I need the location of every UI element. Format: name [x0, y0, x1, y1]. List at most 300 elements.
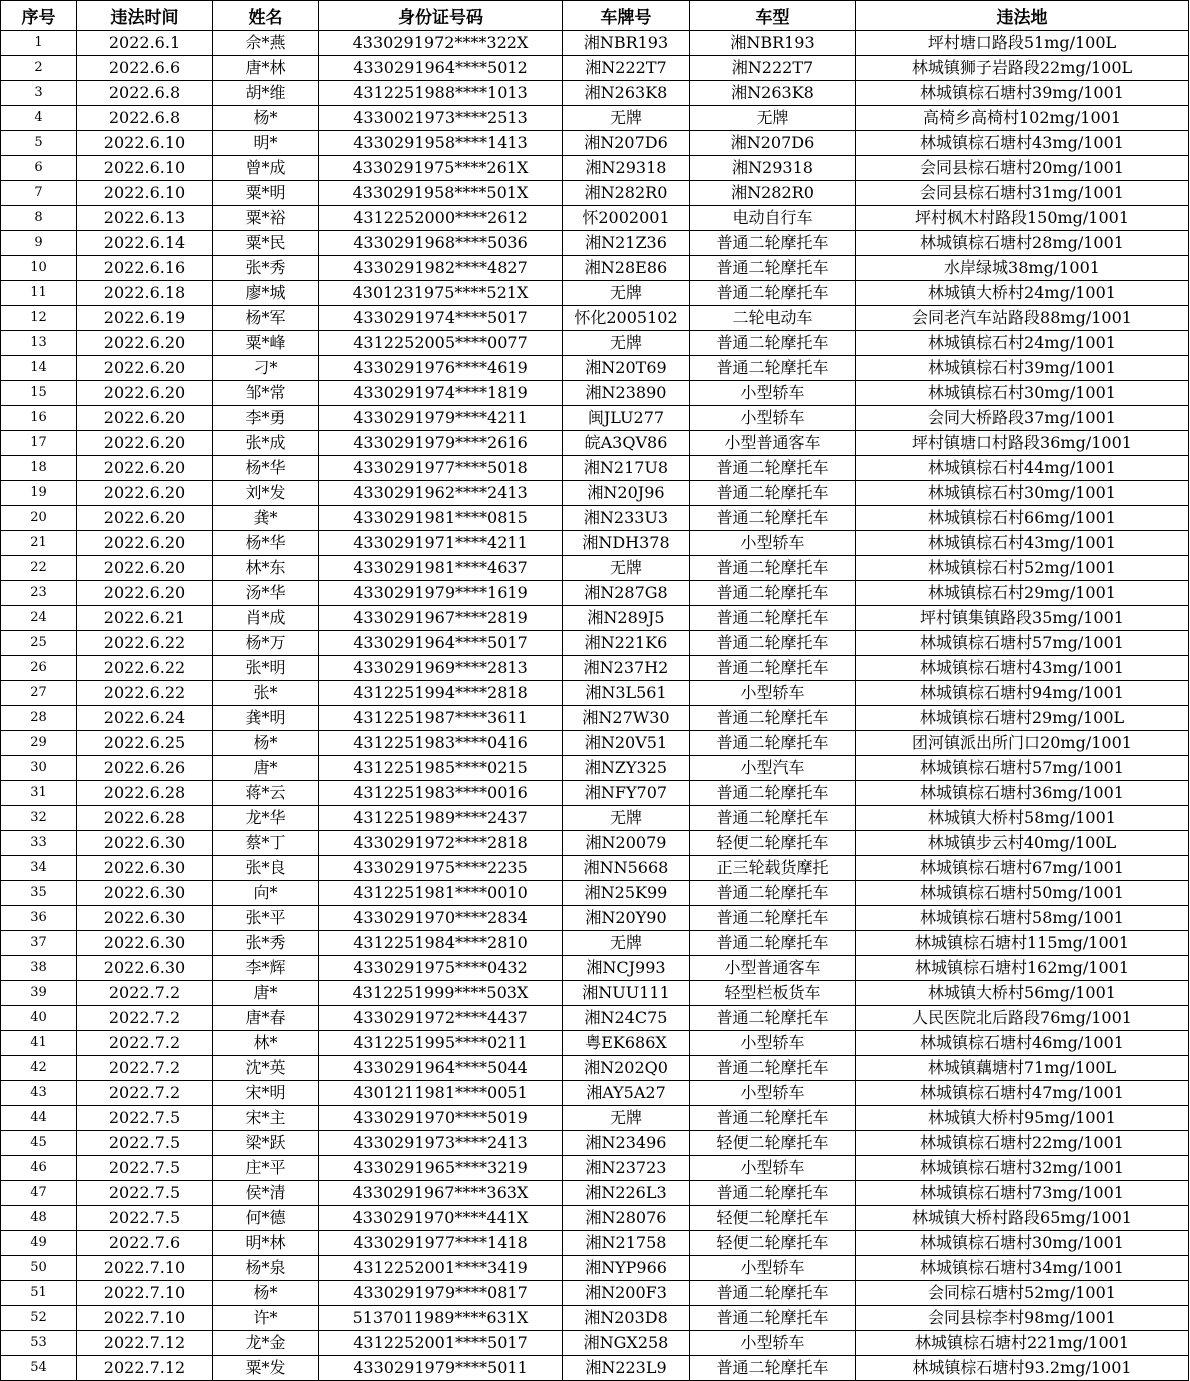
cell-id-number[interactable]: 4330291981****0815 — [319, 506, 563, 531]
cell-violation-time[interactable]: 2022.6.25 — [77, 731, 213, 756]
header-plate-number[interactable]: 车牌号 — [563, 1, 690, 31]
cell-index[interactable]: 7 — [1, 181, 77, 206]
cell-index[interactable]: 23 — [1, 581, 77, 606]
cell-plate-number[interactable]: 粤EK686X — [563, 1031, 690, 1056]
cell-id-number[interactable]: 4330291982****4827 — [319, 256, 563, 281]
cell-vehicle-type[interactable]: 小型普通客车 — [690, 956, 856, 981]
cell-id-number[interactable]: 4330291967****363X — [319, 1181, 563, 1206]
cell-id-number[interactable]: 4330291975****0432 — [319, 956, 563, 981]
cell-id-number[interactable]: 4330291977****1418 — [319, 1231, 563, 1256]
header-id-number[interactable]: 身份证号码 — [319, 1, 563, 31]
cell-plate-number[interactable]: 无牌 — [563, 931, 690, 956]
cell-violation-time[interactable]: 2022.7.2 — [77, 1031, 213, 1056]
cell-plate-number[interactable]: 湘NYP966 — [563, 1256, 690, 1281]
cell-plate-number[interactable]: 湘N287G8 — [563, 581, 690, 606]
cell-vehicle-type[interactable]: 二轮电动车 — [690, 306, 856, 331]
cell-name[interactable]: 杨* — [213, 106, 319, 131]
cell-index[interactable]: 36 — [1, 906, 77, 931]
cell-violation-location[interactable]: 林城镇大桥村24mg/1001 — [856, 281, 1189, 306]
cell-vehicle-type[interactable]: 小型轿车 — [690, 1331, 856, 1356]
cell-vehicle-type[interactable]: 普通二轮摩托车 — [690, 906, 856, 931]
cell-violation-location[interactable]: 林城镇棕石塘村29mg/100L — [856, 706, 1189, 731]
cell-plate-number[interactable]: 湘N3L561 — [563, 681, 690, 706]
cell-id-number[interactable]: 4330291974****1819 — [319, 381, 563, 406]
cell-vehicle-type[interactable]: 小型轿车 — [690, 381, 856, 406]
cell-plate-number[interactable]: 湘NFY707 — [563, 781, 690, 806]
cell-name[interactable]: 明* — [213, 131, 319, 156]
cell-vehicle-type[interactable]: 普通二轮摩托车 — [690, 331, 856, 356]
cell-plate-number[interactable]: 湘N203D8 — [563, 1306, 690, 1331]
cell-name[interactable]: 林* — [213, 1031, 319, 1056]
cell-index[interactable]: 20 — [1, 506, 77, 531]
cell-violation-time[interactable]: 2022.6.22 — [77, 656, 213, 681]
cell-violation-location[interactable]: 林城镇棕石塘村115mg/1001 — [856, 931, 1189, 956]
cell-violation-time[interactable]: 2022.6.30 — [77, 881, 213, 906]
cell-vehicle-type[interactable]: 普通二轮摩托车 — [690, 1306, 856, 1331]
cell-id-number[interactable]: 4312251995****0211 — [319, 1031, 563, 1056]
cell-violation-time[interactable]: 2022.6.30 — [77, 931, 213, 956]
cell-id-number[interactable]: 4312251984****2810 — [319, 931, 563, 956]
cell-violation-time[interactable]: 2022.7.2 — [77, 1006, 213, 1031]
cell-violation-location[interactable]: 林城镇棕石塘村57mg/1001 — [856, 631, 1189, 656]
cell-id-number[interactable]: 4330291972****322X — [319, 31, 563, 56]
cell-index[interactable]: 24 — [1, 606, 77, 631]
cell-name[interactable]: 宋*明 — [213, 1081, 319, 1106]
cell-plate-number[interactable]: 无牌 — [563, 556, 690, 581]
cell-vehicle-type[interactable]: 小型汽车 — [690, 756, 856, 781]
cell-name[interactable]: 杨*华 — [213, 531, 319, 556]
cell-index[interactable]: 4 — [1, 106, 77, 131]
cell-id-number[interactable]: 4312251985****0215 — [319, 756, 563, 781]
cell-violation-location[interactable]: 林城镇棕石塘村28mg/1001 — [856, 231, 1189, 256]
cell-violation-location[interactable]: 会同老汽车站路段88mg/1001 — [856, 306, 1189, 331]
cell-violation-time[interactable]: 2022.7.5 — [77, 1181, 213, 1206]
cell-index[interactable]: 44 — [1, 1106, 77, 1131]
cell-violation-time[interactable]: 2022.6.20 — [77, 356, 213, 381]
cell-vehicle-type[interactable]: 普通二轮摩托车 — [690, 506, 856, 531]
cell-name[interactable]: 张*成 — [213, 431, 319, 456]
cell-violation-location[interactable]: 林城镇棕石塘村36mg/1001 — [856, 781, 1189, 806]
cell-vehicle-type[interactable]: 普通二轮摩托车 — [690, 731, 856, 756]
cell-name[interactable]: 粟*民 — [213, 231, 319, 256]
cell-vehicle-type[interactable]: 普通二轮摩托车 — [690, 456, 856, 481]
cell-violation-time[interactable]: 2022.6.8 — [77, 81, 213, 106]
cell-violation-location[interactable]: 林城镇棕石塘村162mg/1001 — [856, 956, 1189, 981]
cell-id-number[interactable]: 4312251994****2818 — [319, 681, 563, 706]
cell-name[interactable]: 李*辉 — [213, 956, 319, 981]
cell-vehicle-type[interactable]: 轻便二轮摩托车 — [690, 1131, 856, 1156]
cell-violation-time[interactable]: 2022.7.5 — [77, 1156, 213, 1181]
cell-violation-location[interactable]: 林城镇棕石塘村43mg/1001 — [856, 131, 1189, 156]
cell-vehicle-type[interactable]: 普通二轮摩托车 — [690, 781, 856, 806]
cell-name[interactable]: 唐* — [213, 756, 319, 781]
cell-plate-number[interactable]: 湘N21758 — [563, 1231, 690, 1256]
cell-index[interactable]: 45 — [1, 1131, 77, 1156]
cell-plate-number[interactable]: 湘N223L9 — [563, 1356, 690, 1381]
cell-index[interactable]: 18 — [1, 456, 77, 481]
cell-violation-time[interactable]: 2022.6.19 — [77, 306, 213, 331]
cell-id-number[interactable]: 4312251988****1013 — [319, 81, 563, 106]
cell-index[interactable]: 22 — [1, 556, 77, 581]
cell-violation-location[interactable]: 林城镇棕石塘村34mg/1001 — [856, 1256, 1189, 1281]
cell-vehicle-type[interactable]: 普通二轮摩托车 — [690, 881, 856, 906]
cell-violation-location[interactable]: 林城镇棕石塘村22mg/1001 — [856, 1131, 1189, 1156]
cell-plate-number[interactable]: 湘N217U8 — [563, 456, 690, 481]
cell-id-number[interactable]: 4330291979****1619 — [319, 581, 563, 606]
cell-index[interactable]: 48 — [1, 1206, 77, 1231]
cell-name[interactable]: 张* — [213, 681, 319, 706]
cell-violation-time[interactable]: 2022.6.8 — [77, 106, 213, 131]
cell-violation-time[interactable]: 2022.6.20 — [77, 331, 213, 356]
cell-plate-number[interactable]: 湘N29318 — [563, 156, 690, 181]
cell-id-number[interactable]: 4330291965****3219 — [319, 1156, 563, 1181]
cell-violation-location[interactable]: 团河镇派出所门口20mg/1001 — [856, 731, 1189, 756]
cell-violation-time[interactable]: 2022.6.28 — [77, 781, 213, 806]
cell-violation-location[interactable]: 林城镇大桥村路段65mg/1001 — [856, 1206, 1189, 1231]
cell-violation-time[interactable]: 2022.6.21 — [77, 606, 213, 631]
cell-violation-time[interactable]: 2022.6.14 — [77, 231, 213, 256]
cell-index[interactable]: 21 — [1, 531, 77, 556]
cell-vehicle-type[interactable]: 普通二轮摩托车 — [690, 231, 856, 256]
cell-id-number[interactable]: 4330291975****261X — [319, 156, 563, 181]
cell-violation-location[interactable]: 林城镇棕石塘村58mg/1001 — [856, 906, 1189, 931]
cell-vehicle-type[interactable]: 轻便二轮摩托车 — [690, 1231, 856, 1256]
cell-name[interactable]: 曾*成 — [213, 156, 319, 181]
cell-index[interactable]: 54 — [1, 1356, 77, 1381]
cell-index[interactable]: 51 — [1, 1281, 77, 1306]
cell-violation-location[interactable]: 林城镇大桥村56mg/1001 — [856, 981, 1189, 1006]
cell-violation-location[interactable]: 林城镇棕石塘村43mg/1001 — [856, 656, 1189, 681]
cell-id-number[interactable]: 4312251983****0016 — [319, 781, 563, 806]
cell-violation-time[interactable]: 2022.7.10 — [77, 1281, 213, 1306]
cell-id-number[interactable]: 4330291964****5017 — [319, 631, 563, 656]
cell-id-number[interactable]: 4330291979****5011 — [319, 1356, 563, 1381]
cell-vehicle-type[interactable]: 普通二轮摩托车 — [690, 631, 856, 656]
cell-violation-location[interactable]: 坪村塘口路段51mg/100L — [856, 31, 1189, 56]
cell-violation-location[interactable]: 林城镇棕石村43mg/1001 — [856, 531, 1189, 556]
cell-name[interactable]: 唐*春 — [213, 1006, 319, 1031]
cell-plate-number[interactable]: 湘N282R0 — [563, 181, 690, 206]
cell-name[interactable]: 张*良 — [213, 856, 319, 881]
cell-id-number[interactable]: 4312252001****5017 — [319, 1331, 563, 1356]
cell-index[interactable]: 31 — [1, 781, 77, 806]
cell-name[interactable]: 林*东 — [213, 556, 319, 581]
cell-index[interactable]: 3 — [1, 81, 77, 106]
cell-plate-number[interactable]: 湘N23723 — [563, 1156, 690, 1181]
cell-violation-location[interactable]: 会同县棕李村98mg/1001 — [856, 1306, 1189, 1331]
cell-index[interactable]: 37 — [1, 931, 77, 956]
cell-id-number[interactable]: 4330291964****5044 — [319, 1056, 563, 1081]
cell-violation-location[interactable]: 林城镇棕石塘村46mg/1001 — [856, 1031, 1189, 1056]
cell-id-number[interactable]: 4330291962****2413 — [319, 481, 563, 506]
cell-vehicle-type[interactable]: 普通二轮摩托车 — [690, 581, 856, 606]
cell-vehicle-type[interactable]: 普通二轮摩托车 — [690, 481, 856, 506]
cell-name[interactable]: 向* — [213, 881, 319, 906]
cell-id-number[interactable]: 4312252001****3419 — [319, 1256, 563, 1281]
cell-violation-location[interactable]: 林城镇棕石塘村93.2mg/1001 — [856, 1356, 1189, 1381]
cell-violation-location[interactable]: 林城镇棕石村29mg/1001 — [856, 581, 1189, 606]
cell-name[interactable]: 刁* — [213, 356, 319, 381]
cell-id-number[interactable]: 4330291971****4211 — [319, 531, 563, 556]
cell-index[interactable]: 13 — [1, 331, 77, 356]
cell-violation-time[interactable]: 2022.6.20 — [77, 431, 213, 456]
cell-name[interactable]: 胡*维 — [213, 81, 319, 106]
cell-id-number[interactable]: 4330291977****5018 — [319, 456, 563, 481]
cell-id-number[interactable]: 4330291967****2819 — [319, 606, 563, 631]
cell-plate-number[interactable]: 湘NUU111 — [563, 981, 690, 1006]
cell-vehicle-type[interactable]: 湘N222T7 — [690, 56, 856, 81]
cell-violation-time[interactable]: 2022.7.10 — [77, 1306, 213, 1331]
cell-index[interactable]: 32 — [1, 806, 77, 831]
cell-index[interactable]: 11 — [1, 281, 77, 306]
cell-plate-number[interactable]: 闽JLU277 — [563, 406, 690, 431]
cell-name[interactable]: 邹*常 — [213, 381, 319, 406]
cell-id-number[interactable]: 4330291979****0817 — [319, 1281, 563, 1306]
cell-vehicle-type[interactable]: 小型轿车 — [690, 1256, 856, 1281]
cell-violation-time[interactable]: 2022.7.12 — [77, 1331, 213, 1356]
cell-vehicle-type[interactable]: 湘N29318 — [690, 156, 856, 181]
cell-plate-number[interactable]: 湘N20Y90 — [563, 906, 690, 931]
cell-plate-number[interactable]: 湘N20V51 — [563, 731, 690, 756]
cell-name[interactable]: 佘*燕 — [213, 31, 319, 56]
cell-plate-number[interactable]: 湘NN5668 — [563, 856, 690, 881]
cell-violation-time[interactable]: 2022.7.2 — [77, 1081, 213, 1106]
cell-vehicle-type[interactable]: 小型轿车 — [690, 681, 856, 706]
cell-name[interactable]: 粟*峰 — [213, 331, 319, 356]
cell-violation-location[interactable]: 林城镇棕石村52mg/1001 — [856, 556, 1189, 581]
cell-violation-time[interactable]: 2022.6.16 — [77, 256, 213, 281]
cell-index[interactable]: 2 — [1, 56, 77, 81]
cell-name[interactable]: 廖*城 — [213, 281, 319, 306]
cell-index[interactable]: 38 — [1, 956, 77, 981]
cell-vehicle-type[interactable]: 普通二轮摩托车 — [690, 931, 856, 956]
cell-id-number[interactable]: 4312252000****2612 — [319, 206, 563, 231]
cell-id-number[interactable]: 4330291981****4637 — [319, 556, 563, 581]
cell-index[interactable]: 26 — [1, 656, 77, 681]
cell-vehicle-type[interactable]: 普通二轮摩托车 — [690, 806, 856, 831]
cell-name[interactable]: 杨*泉 — [213, 1256, 319, 1281]
cell-violation-location[interactable]: 会同县棕石塘村20mg/1001 — [856, 156, 1189, 181]
cell-index[interactable]: 39 — [1, 981, 77, 1006]
cell-plate-number[interactable]: 湘N20J96 — [563, 481, 690, 506]
cell-violation-time[interactable]: 2022.6.13 — [77, 206, 213, 231]
cell-vehicle-type[interactable]: 普通二轮摩托车 — [690, 1181, 856, 1206]
cell-index[interactable]: 41 — [1, 1031, 77, 1056]
cell-index[interactable]: 27 — [1, 681, 77, 706]
cell-violation-location[interactable]: 人民医院北后路段76mg/1001 — [856, 1006, 1189, 1031]
cell-name[interactable]: 粟*发 — [213, 1356, 319, 1381]
cell-index[interactable]: 49 — [1, 1231, 77, 1256]
cell-violation-location[interactable]: 林城镇棕石村44mg/1001 — [856, 456, 1189, 481]
cell-name[interactable]: 唐* — [213, 981, 319, 1006]
cell-plate-number[interactable]: 湘N25K99 — [563, 881, 690, 906]
cell-vehicle-type[interactable]: 湘NBR193 — [690, 31, 856, 56]
cell-index[interactable]: 8 — [1, 206, 77, 231]
cell-vehicle-type[interactable]: 普通二轮摩托车 — [690, 606, 856, 631]
cell-plate-number[interactable]: 湘N222T7 — [563, 56, 690, 81]
cell-index[interactable]: 16 — [1, 406, 77, 431]
cell-violation-time[interactable]: 2022.6.20 — [77, 406, 213, 431]
cell-vehicle-type[interactable]: 普通二轮摩托车 — [690, 1106, 856, 1131]
cell-violation-location[interactable]: 林城镇棕石村66mg/1001 — [856, 506, 1189, 531]
cell-index[interactable]: 14 — [1, 356, 77, 381]
cell-name[interactable]: 何*德 — [213, 1206, 319, 1231]
cell-violation-location[interactable]: 林城镇棕石塘村73mg/1001 — [856, 1181, 1189, 1206]
cell-name[interactable]: 张*平 — [213, 906, 319, 931]
cell-name[interactable]: 杨*万 — [213, 631, 319, 656]
cell-vehicle-type[interactable]: 电动自行车 — [690, 206, 856, 231]
cell-violation-time[interactable]: 2022.6.22 — [77, 681, 213, 706]
cell-plate-number[interactable]: 湘NGX258 — [563, 1331, 690, 1356]
cell-name[interactable]: 杨*军 — [213, 306, 319, 331]
cell-violation-location[interactable]: 林城镇狮子岩路段22mg/100L — [856, 56, 1189, 81]
cell-id-number[interactable]: 4330291979****2616 — [319, 431, 563, 456]
cell-index[interactable]: 33 — [1, 831, 77, 856]
cell-index[interactable]: 43 — [1, 1081, 77, 1106]
cell-violation-time[interactable]: 2022.6.20 — [77, 381, 213, 406]
cell-index[interactable]: 53 — [1, 1331, 77, 1356]
cell-name[interactable]: 梁*跃 — [213, 1131, 319, 1156]
cell-violation-time[interactable]: 2022.7.2 — [77, 981, 213, 1006]
cell-index[interactable]: 19 — [1, 481, 77, 506]
cell-name[interactable]: 肖*成 — [213, 606, 319, 631]
cell-vehicle-type[interactable]: 湘N207D6 — [690, 131, 856, 156]
cell-violation-location[interactable]: 林城镇棕石村39mg/1001 — [856, 356, 1189, 381]
cell-violation-time[interactable]: 2022.6.30 — [77, 956, 213, 981]
cell-violation-time[interactable]: 2022.6.30 — [77, 906, 213, 931]
cell-vehicle-type[interactable]: 小型轿车 — [690, 531, 856, 556]
cell-id-number[interactable]: 4330291968****5036 — [319, 231, 563, 256]
cell-index[interactable]: 6 — [1, 156, 77, 181]
cell-name[interactable]: 蒋*云 — [213, 781, 319, 806]
cell-plate-number[interactable]: 湘NBR193 — [563, 31, 690, 56]
cell-vehicle-type[interactable]: 小型轿车 — [690, 1081, 856, 1106]
cell-id-number[interactable]: 4330291969****2813 — [319, 656, 563, 681]
cell-name[interactable]: 龙*华 — [213, 806, 319, 831]
cell-violation-location[interactable]: 林城镇棕石塘村94mg/1001 — [856, 681, 1189, 706]
cell-plate-number[interactable]: 湘NZY325 — [563, 756, 690, 781]
cell-id-number[interactable]: 4330291972****2818 — [319, 831, 563, 856]
cell-violation-location[interactable]: 林城镇棕石塘村50mg/1001 — [856, 881, 1189, 906]
cell-id-number[interactable]: 4330291970****441X — [319, 1206, 563, 1231]
cell-id-number[interactable]: 4312251983****0416 — [319, 731, 563, 756]
cell-plate-number[interactable]: 湘NCJ993 — [563, 956, 690, 981]
cell-id-number[interactable]: 4330291975****2235 — [319, 856, 563, 881]
cell-plate-number[interactable]: 怀2002001 — [563, 206, 690, 231]
cell-plate-number[interactable]: 湘NDH378 — [563, 531, 690, 556]
cell-violation-location[interactable]: 林城镇棕石塘村39mg/1001 — [856, 81, 1189, 106]
cell-index[interactable]: 42 — [1, 1056, 77, 1081]
cell-vehicle-type[interactable]: 普通二轮摩托车 — [690, 556, 856, 581]
cell-plate-number[interactable]: 湘N24C75 — [563, 1006, 690, 1031]
cell-name[interactable]: 龚* — [213, 506, 319, 531]
cell-violation-time[interactable]: 2022.6.10 — [77, 131, 213, 156]
cell-violation-time[interactable]: 2022.6.18 — [77, 281, 213, 306]
cell-plate-number[interactable]: 湘N226L3 — [563, 1181, 690, 1206]
cell-plate-number[interactable]: 无牌 — [563, 1106, 690, 1131]
cell-plate-number[interactable]: 湘N233U3 — [563, 506, 690, 531]
cell-vehicle-type[interactable]: 普通二轮摩托车 — [690, 1281, 856, 1306]
cell-id-number[interactable]: 4330021973****2513 — [319, 106, 563, 131]
cell-plate-number[interactable]: 无牌 — [563, 806, 690, 831]
cell-id-number[interactable]: 4330291973****2413 — [319, 1131, 563, 1156]
cell-name[interactable]: 张*明 — [213, 656, 319, 681]
cell-plate-number[interactable]: 怀化2005102 — [563, 306, 690, 331]
cell-plate-number[interactable]: 湘AY5A27 — [563, 1081, 690, 1106]
cell-vehicle-type[interactable]: 湘N263K8 — [690, 81, 856, 106]
cell-violation-time[interactable]: 2022.6.6 — [77, 56, 213, 81]
cell-id-number[interactable]: 4312251989****2437 — [319, 806, 563, 831]
cell-index[interactable]: 29 — [1, 731, 77, 756]
cell-violation-location[interactable]: 林城镇棕石村24mg/1001 — [856, 331, 1189, 356]
cell-vehicle-type[interactable]: 普通二轮摩托车 — [690, 656, 856, 681]
cell-violation-time[interactable]: 2022.6.20 — [77, 556, 213, 581]
cell-violation-time[interactable]: 2022.6.20 — [77, 531, 213, 556]
cell-id-number[interactable]: 4330291972****4437 — [319, 1006, 563, 1031]
cell-id-number[interactable]: 4312251981****0010 — [319, 881, 563, 906]
cell-plate-number[interactable]: 皖A3QV86 — [563, 431, 690, 456]
cell-vehicle-type[interactable]: 轻便二轮摩托车 — [690, 831, 856, 856]
cell-plate-number[interactable]: 湘N28E86 — [563, 256, 690, 281]
cell-plate-number[interactable]: 无牌 — [563, 106, 690, 131]
cell-name[interactable]: 李*勇 — [213, 406, 319, 431]
cell-id-number[interactable]: 4301231975****521X — [319, 281, 563, 306]
cell-plate-number[interactable]: 湘N289J5 — [563, 606, 690, 631]
cell-vehicle-type[interactable]: 普通二轮摩托车 — [690, 1056, 856, 1081]
cell-vehicle-type[interactable]: 普通二轮摩托车 — [690, 356, 856, 381]
cell-violation-location[interactable]: 林城镇棕石塘村32mg/1001 — [856, 1156, 1189, 1181]
cell-plate-number[interactable]: 湘N237H2 — [563, 656, 690, 681]
cell-violation-location[interactable]: 林城镇棕石塘村47mg/1001 — [856, 1081, 1189, 1106]
cell-vehicle-type[interactable]: 普通二轮摩托车 — [690, 706, 856, 731]
cell-index[interactable]: 40 — [1, 1006, 77, 1031]
cell-violation-location[interactable]: 会同县棕石塘村31mg/1001 — [856, 181, 1189, 206]
cell-violation-time[interactable]: 2022.6.24 — [77, 706, 213, 731]
header-index[interactable]: 序号 — [1, 1, 77, 31]
cell-violation-time[interactable]: 2022.7.6 — [77, 1231, 213, 1256]
cell-index[interactable]: 5 — [1, 131, 77, 156]
cell-vehicle-type[interactable]: 轻型栏板货车 — [690, 981, 856, 1006]
cell-violation-time[interactable]: 2022.7.2 — [77, 1056, 213, 1081]
cell-id-number[interactable]: 4312251987****3611 — [319, 706, 563, 731]
cell-name[interactable]: 侯*清 — [213, 1181, 319, 1206]
cell-violation-time[interactable]: 2022.6.20 — [77, 456, 213, 481]
cell-name[interactable]: 宋*主 — [213, 1106, 319, 1131]
header-violation-time[interactable]: 违法时间 — [77, 1, 213, 31]
cell-name[interactable]: 沈*英 — [213, 1056, 319, 1081]
cell-index[interactable]: 34 — [1, 856, 77, 881]
cell-violation-time[interactable]: 2022.7.12 — [77, 1356, 213, 1381]
cell-index[interactable]: 12 — [1, 306, 77, 331]
cell-id-number[interactable]: 5137011989****631X — [319, 1306, 563, 1331]
cell-id-number[interactable]: 4312251999****503X — [319, 981, 563, 1006]
cell-id-number[interactable]: 4330291964****5012 — [319, 56, 563, 81]
cell-name[interactable]: 杨* — [213, 731, 319, 756]
cell-index[interactable]: 46 — [1, 1156, 77, 1181]
cell-id-number[interactable]: 4301211981****0051 — [319, 1081, 563, 1106]
cell-index[interactable]: 1 — [1, 31, 77, 56]
cell-plate-number[interactable]: 湘N20079 — [563, 831, 690, 856]
cell-index[interactable]: 52 — [1, 1306, 77, 1331]
cell-name[interactable]: 张*秀 — [213, 931, 319, 956]
cell-id-number[interactable]: 4330291958****501X — [319, 181, 563, 206]
cell-violation-location[interactable]: 林城镇棕石村30mg/1001 — [856, 481, 1189, 506]
cell-violation-time[interactable]: 2022.6.28 — [77, 806, 213, 831]
cell-violation-location[interactable]: 林城镇藕塘村71mg/100L — [856, 1056, 1189, 1081]
cell-violation-time[interactable]: 2022.6.1 — [77, 31, 213, 56]
cell-violation-location[interactable]: 坪村枫木村路段150mg/1001 — [856, 206, 1189, 231]
cell-vehicle-type[interactable]: 普通二轮摩托车 — [690, 1356, 856, 1381]
